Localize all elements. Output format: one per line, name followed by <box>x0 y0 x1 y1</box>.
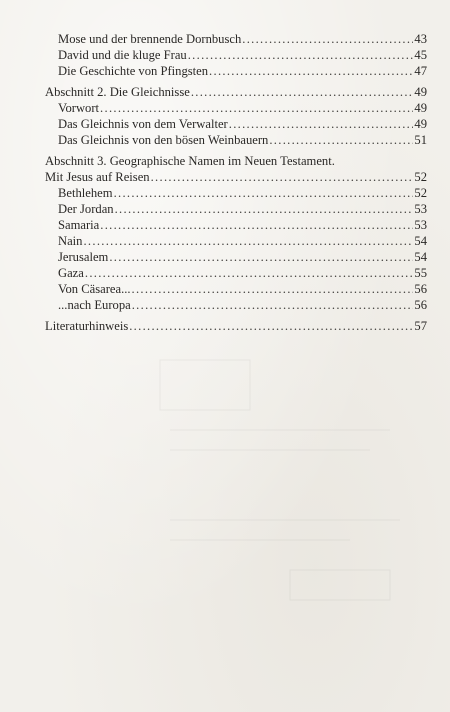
toc-entry <box>58 116 427 132</box>
leader-dots <box>269 132 413 148</box>
toc-entry <box>58 217 427 233</box>
toc-entry <box>58 265 427 281</box>
toc-entry <box>58 132 427 148</box>
toc-entry-page: 43 <box>414 32 427 46</box>
toc-entry-page: 57 <box>414 319 427 333</box>
toc-entry-page: 51 <box>414 133 427 147</box>
leader-dots <box>209 63 413 79</box>
leader-dots <box>83 233 413 249</box>
toc-entry-title: Die Geschichte von Pfingsten <box>58 64 209 78</box>
toc-entry-page: 49 <box>414 117 427 131</box>
toc-entry <box>58 100 427 116</box>
toc-entry-page: 56 <box>414 282 427 296</box>
toc-entry-title: Vorwort <box>58 101 100 115</box>
toc-entry <box>58 201 427 217</box>
toc-section-heading: Abschnitt 3. Geographische Namen im Neuen Testament. <box>45 154 335 168</box>
toc-entry-page: 52 <box>414 170 427 184</box>
toc-section-heading <box>45 84 427 100</box>
toc-entry <box>45 318 427 334</box>
toc-entry-page: 54 <box>414 250 427 264</box>
toc-entry <box>58 281 427 297</box>
toc-entry <box>58 249 427 265</box>
leader-dots <box>85 265 414 281</box>
leader-dots <box>132 281 414 297</box>
toc-entry-page: 54 <box>414 234 427 248</box>
toc-entry-title: Literaturhinweis <box>45 319 129 333</box>
toc-entry <box>58 185 427 201</box>
toc-entry-page: 55 <box>414 266 427 280</box>
leader-dots <box>115 201 414 217</box>
leader-dots <box>100 217 413 233</box>
toc-entry-title: Das Gleichnis von den bösen Weinbauern <box>58 133 269 147</box>
leader-dots <box>129 318 413 334</box>
bleed-through-texture <box>150 350 410 610</box>
leader-dots <box>191 84 414 100</box>
leader-dots <box>100 100 413 116</box>
toc-entry-title: Von Cäsarea... <box>58 282 131 296</box>
toc-entry-title: Mose und der brennende Dornbusch <box>58 32 242 46</box>
leader-dots <box>229 116 414 132</box>
toc-entry <box>45 169 427 185</box>
leader-dots <box>132 297 414 313</box>
leader-dots <box>109 249 413 265</box>
toc-entry <box>58 47 427 63</box>
toc-entry-page: 47 <box>414 64 427 78</box>
toc-entry <box>58 63 427 79</box>
toc-entry <box>58 297 427 313</box>
leader-dots <box>188 47 414 63</box>
toc-entry-title: Jerusalem <box>58 250 109 264</box>
toc-entry <box>58 233 427 249</box>
toc-entry-page: 53 <box>414 218 427 232</box>
toc-entry-title: Das Gleichnis von dem Verwalter <box>58 117 228 131</box>
toc-entry-title: Bethlehem <box>58 186 113 200</box>
toc-entry-title: ...nach Europa <box>58 298 131 312</box>
leader-dots <box>242 31 413 47</box>
toc-entry-title: Nain <box>58 234 83 248</box>
leader-dots <box>114 185 414 201</box>
toc-entry-title: Gaza <box>58 266 84 280</box>
toc-entry-title: Der Jordan <box>58 202 114 216</box>
leader-dots <box>151 169 414 185</box>
toc-entry-page: 53 <box>414 202 427 216</box>
toc-entry-page: 45 <box>414 48 427 62</box>
toc-entry-title: Mit Jesus auf Reisen <box>45 170 150 184</box>
toc-entry-title: Samaria <box>58 218 100 232</box>
toc-entry-page: 49 <box>414 101 427 115</box>
toc-entry-title: Abschnitt 2. Die Gleichnisse <box>45 85 190 99</box>
toc-entry-page: 52 <box>414 186 427 200</box>
toc-entry-page: 56 <box>414 298 427 312</box>
toc-entry-title: David und die kluge Frau <box>58 48 187 62</box>
toc-entry <box>58 31 427 47</box>
toc-entry-page: 49 <box>414 85 427 99</box>
